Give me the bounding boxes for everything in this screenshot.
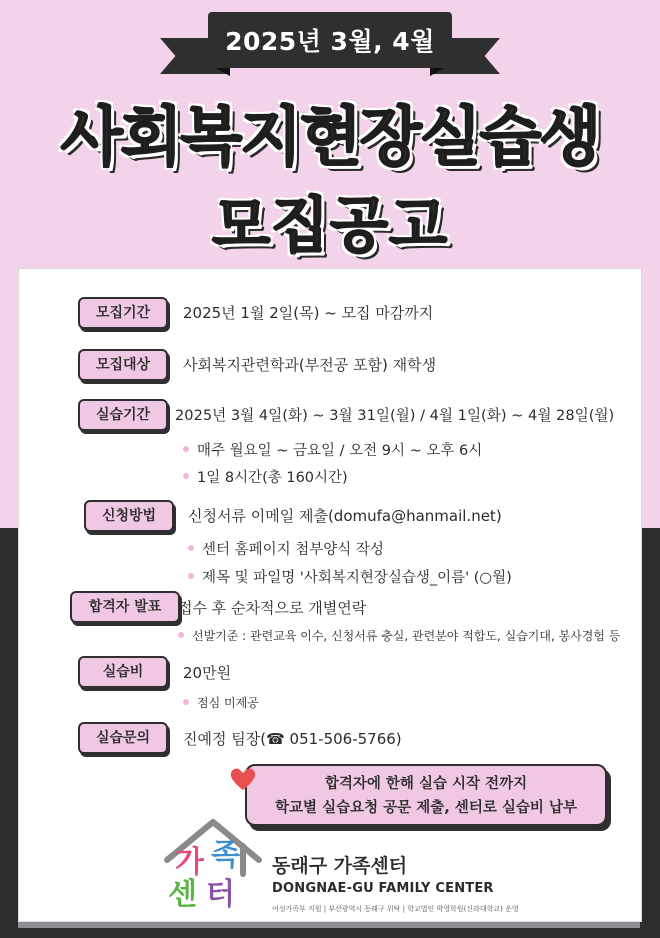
label-target: 모집대상 xyxy=(78,349,168,381)
bullet-selection-criteria: 선발기준 : 관련교육 이수, 신청서류 충실, 관련분야 적합도, 실습기대, 봉사경험 등 xyxy=(178,627,620,644)
value-inquiry: 진예정 팀장(☎ 051-506-5766) xyxy=(183,730,402,748)
value-practice-period: 2025년 3월 4일(화) ~ 3월 31일(월) / 4월 1일(화) ~ 4월 28일(월) xyxy=(175,407,615,424)
bullet-dot xyxy=(183,446,189,452)
notice-line2: 학교별 실습요청 공문 제출, 센터로 실습비 납부 xyxy=(275,800,577,816)
value-apply-method: 신청서류 이메일 제출(domufa@hanmail.net) xyxy=(188,507,502,525)
value-announcement: 접수 후 순차적으로 개별연락 xyxy=(178,599,367,617)
value-recruit-period: 2025년 1월 2일(목) ~ 모집 마감까지 xyxy=(183,304,434,322)
notice-line1: 합격자에 한해 실습 시작 전까지 xyxy=(324,776,528,792)
bullet-apply-form: 센터 홈페이지 첨부양식 작성 xyxy=(188,538,384,559)
logo-char-ga: 가 xyxy=(175,845,204,880)
notice-box xyxy=(245,764,607,826)
bullet-dot xyxy=(188,573,194,579)
bullet-dot xyxy=(183,473,189,479)
label-practice-period: 실습기간 xyxy=(78,399,168,431)
org-name-english: DONGNAE-GU FAMILY CENTER xyxy=(272,881,494,896)
bullet-dot xyxy=(183,699,189,705)
card-bottom-strip xyxy=(18,922,640,928)
logo-char-jok: 족 xyxy=(211,838,240,873)
bullet-no-lunch: 점심 미제공 xyxy=(183,694,259,711)
bullet-practice-hours: 1일 8시간(총 160시간) xyxy=(183,466,348,487)
label-apply-method: 신청방법 xyxy=(84,500,174,532)
bullet-dot xyxy=(178,632,184,638)
logo-char-sen: 센 xyxy=(168,877,197,912)
bullet-practice-schedule: 매주 월요일 ~ 금요일 / 오전 9시 ~ 오후 6시 xyxy=(183,439,482,460)
ribbon-main xyxy=(208,12,452,68)
date-ribbon xyxy=(160,12,500,72)
logo-char-teo: 터 xyxy=(206,877,235,912)
poster-title-line2: 모집공고 xyxy=(212,191,448,261)
ribbon-date-text: 2025년 3월, 4월 xyxy=(225,27,435,56)
bullet-apply-filename: 제목 및 파일명 '사회복지현장실습생_이름' (○월) xyxy=(188,566,512,587)
value-target: 사회복지관련학과(부전공 포함) 재학생 xyxy=(183,356,437,374)
org-name-korean: 동래구 가족센터 xyxy=(272,855,408,877)
label-inquiry: 실습문의 xyxy=(78,722,168,754)
bullet-dot xyxy=(188,545,194,551)
label-announcement: 합격자 발표 xyxy=(70,591,180,623)
label-recruit-period: 모집기간 xyxy=(78,297,168,329)
label-fee: 실습비 xyxy=(78,656,168,688)
heart-icon xyxy=(229,766,257,792)
value-fee: 20만원 xyxy=(183,664,232,682)
poster-title-line1: 사회복지현장실습생 xyxy=(60,101,600,175)
org-affiliations: 여성가족부 지원 | 부산광역시 동래구 위탁 | 학교법인 박영학원(신라대학교) 운영 xyxy=(272,905,519,913)
